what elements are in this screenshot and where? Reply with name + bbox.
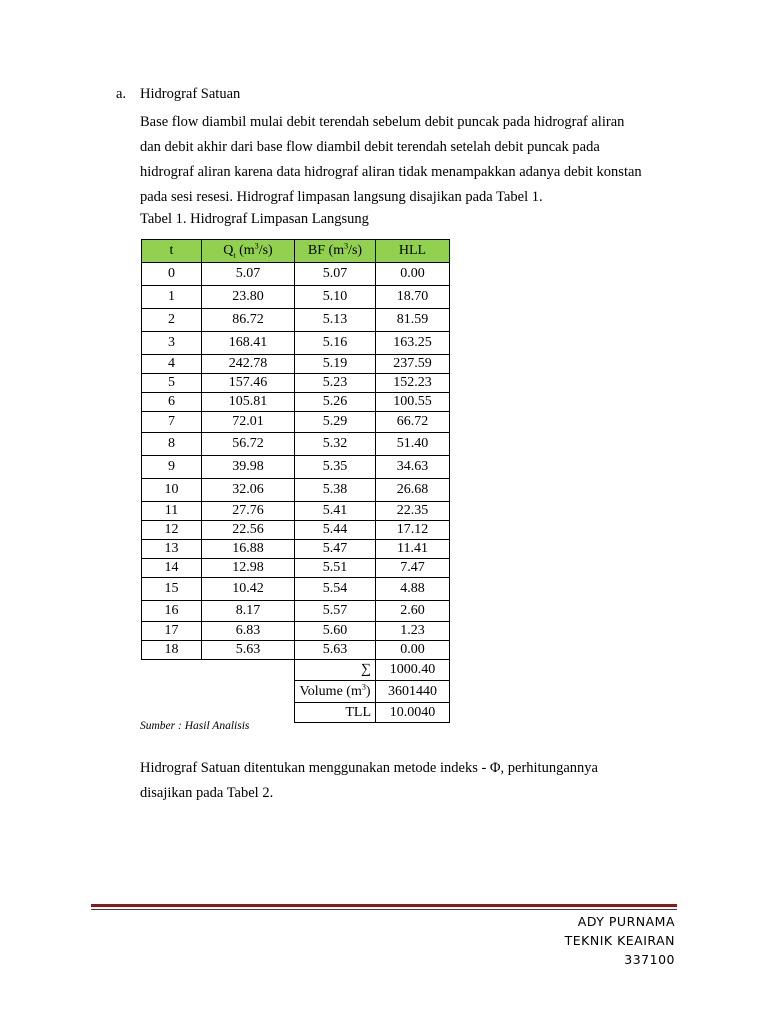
cell-t: 12 bbox=[142, 521, 202, 540]
cell-bf: 5.38 bbox=[295, 479, 376, 502]
cell-bf: 5.47 bbox=[295, 540, 376, 559]
cell-bf: 5.63 bbox=[295, 641, 376, 660]
cell-qt: 12.98 bbox=[202, 559, 295, 578]
header-qt: $Q_t$ $(m^3/s)$ bbox=[202, 240, 295, 263]
tll-label: TLL bbox=[295, 703, 376, 723]
cell-hll: 17.12 bbox=[376, 521, 450, 540]
cell-bf: 5.26 bbox=[295, 393, 376, 412]
cell-bf: 5.60 bbox=[295, 622, 376, 641]
header-bf: BF $(m^3/s)$ bbox=[295, 240, 376, 263]
table-header-row bbox=[142, 240, 450, 263]
cell-bf: 5.07 bbox=[295, 263, 376, 286]
cell-hll: 0.00 bbox=[376, 263, 450, 286]
table-row bbox=[142, 393, 450, 412]
cell-t: 4 bbox=[142, 355, 202, 374]
cell-bf: 5.19 bbox=[295, 355, 376, 374]
cell-bf: 5.23 bbox=[295, 374, 376, 393]
cell-bf: 5.32 bbox=[295, 433, 376, 456]
paragraph-unit-hydrograph bbox=[140, 756, 685, 806]
cell-hll: 0.00 bbox=[376, 641, 450, 660]
table-row bbox=[142, 309, 450, 332]
tll-value: 10.0040 bbox=[376, 703, 450, 723]
cell-qt: 16.88 bbox=[202, 540, 295, 559]
table-row bbox=[142, 641, 450, 660]
cell-t: 18 bbox=[142, 641, 202, 660]
cell-t: 15 bbox=[142, 578, 202, 601]
cell-bf: 5.51 bbox=[295, 559, 376, 578]
cell-hll: 163.25 bbox=[376, 332, 450, 355]
cell-qt: 39.98 bbox=[202, 456, 295, 479]
cell-bf: 5.29 bbox=[295, 412, 376, 433]
cell-hll: 51.40 bbox=[376, 433, 450, 456]
cell-qt: 86.72 bbox=[202, 309, 295, 332]
sum-row bbox=[142, 660, 450, 681]
sum-value: 1000.40 bbox=[376, 660, 450, 681]
table-row bbox=[142, 540, 450, 559]
cell-hll: 7.47 bbox=[376, 559, 450, 578]
footer-author: ADY PURNAMA bbox=[577, 914, 675, 929]
paragraph-base-flow bbox=[140, 110, 685, 210]
section-heading bbox=[116, 86, 240, 103]
header-hll: HLL bbox=[376, 240, 450, 263]
cell-qt: 8.17 bbox=[202, 601, 295, 622]
table-row bbox=[142, 622, 450, 641]
cell-qt: 56.72 bbox=[202, 433, 295, 456]
cell-hll: 81.59 bbox=[376, 309, 450, 332]
cell-qt: 10.42 bbox=[202, 578, 295, 601]
cell-qt: 27.76 bbox=[202, 502, 295, 521]
cell-qt: 168.41 bbox=[202, 332, 295, 355]
table-row bbox=[142, 479, 450, 502]
cell-hll: 1.23 bbox=[376, 622, 450, 641]
cell-bf: 5.13 bbox=[295, 309, 376, 332]
cell-t: 17 bbox=[142, 622, 202, 641]
cell-t: 16 bbox=[142, 601, 202, 622]
cell-t: 8 bbox=[142, 433, 202, 456]
paragraph-line: Hidrograf Satuan ditentukan menggunakan metode indeks - Φ, perhitungannya bbox=[140, 760, 598, 776]
table-row bbox=[142, 433, 450, 456]
footer-department: TEKNIK KEAIRAN bbox=[564, 933, 675, 948]
table-row bbox=[142, 286, 450, 309]
table-row bbox=[142, 456, 450, 479]
cell-hll: 26.68 bbox=[376, 479, 450, 502]
paragraph-line: Base flow diambil mulai debit terendah sebelum debit puncak pada hidrograf aliran bbox=[140, 114, 625, 130]
cell-qt: 157.46 bbox=[202, 374, 295, 393]
cell-t: 5 bbox=[142, 374, 202, 393]
cell-t: 3 bbox=[142, 332, 202, 355]
footer-block bbox=[565, 912, 675, 969]
cell-hll: 11.41 bbox=[376, 540, 450, 559]
cell-qt: 32.06 bbox=[202, 479, 295, 502]
cell-t: 9 bbox=[142, 456, 202, 479]
cell-qt: 72.01 bbox=[202, 412, 295, 433]
paragraph-line: dan debit akhir dari base flow diambil debit terendah setelah debit puncak pada bbox=[140, 139, 600, 155]
cell-bf: 5.16 bbox=[295, 332, 376, 355]
cell-bf: 5.35 bbox=[295, 456, 376, 479]
cell-qt: 5.63 bbox=[202, 641, 295, 660]
table-row bbox=[142, 332, 450, 355]
cell-bf: 5.57 bbox=[295, 601, 376, 622]
table-row bbox=[142, 521, 450, 540]
cell-t: 14 bbox=[142, 559, 202, 578]
footer-student-id: 337100 bbox=[624, 952, 675, 967]
cell-t: 0 bbox=[142, 263, 202, 286]
volume-label: Volume $(m^3)$ bbox=[295, 681, 376, 703]
table-row bbox=[142, 502, 450, 521]
cell-qt: 242.78 bbox=[202, 355, 295, 374]
source-note: Sumber : Hasil Analisis bbox=[140, 720, 250, 732]
table-row bbox=[142, 578, 450, 601]
table-row bbox=[142, 601, 450, 622]
cell-bf: 5.10 bbox=[295, 286, 376, 309]
cell-hll: 18.70 bbox=[376, 286, 450, 309]
cell-t: 13 bbox=[142, 540, 202, 559]
table-row bbox=[142, 374, 450, 393]
hydrograph-table bbox=[141, 239, 450, 723]
section-marker: a. bbox=[116, 86, 127, 102]
header-t: t bbox=[142, 240, 202, 263]
cell-t: 2 bbox=[142, 309, 202, 332]
cell-hll: 22.35 bbox=[376, 502, 450, 521]
table-row bbox=[142, 412, 450, 433]
paragraph-line: disajikan pada Tabel 2. bbox=[140, 785, 274, 801]
cell-hll: 2.60 bbox=[376, 601, 450, 622]
sum-label: ∑ bbox=[295, 660, 376, 681]
cell-hll: 100.55 bbox=[376, 393, 450, 412]
cell-bf: 5.41 bbox=[295, 502, 376, 521]
cell-qt: 105.81 bbox=[202, 393, 295, 412]
cell-t: 1 bbox=[142, 286, 202, 309]
cell-hll: 34.63 bbox=[376, 456, 450, 479]
paragraph-line: hidrograf aliran karena data hidrograf aliran tidak menampakkan adanya debit konstan bbox=[140, 164, 642, 180]
volume-row bbox=[142, 681, 450, 703]
footer-rule-thin bbox=[91, 909, 677, 910]
cell-t: 11 bbox=[142, 502, 202, 521]
volume-value: 3601440 bbox=[376, 681, 450, 703]
table-row bbox=[142, 355, 450, 374]
cell-hll: 152.23 bbox=[376, 374, 450, 393]
paragraph-line: pada sesi resesi. Hidrograf limpasan langsung disajikan pada Tabel 1. bbox=[140, 189, 543, 205]
table-row bbox=[142, 263, 450, 286]
cell-hll: 4.88 bbox=[376, 578, 450, 601]
cell-qt: 22.56 bbox=[202, 521, 295, 540]
cell-qt: 5.07 bbox=[202, 263, 295, 286]
cell-qt: 23.80 bbox=[202, 286, 295, 309]
cell-t: 10 bbox=[142, 479, 202, 502]
cell-bf: 5.54 bbox=[295, 578, 376, 601]
table-row bbox=[142, 559, 450, 578]
cell-t: 6 bbox=[142, 393, 202, 412]
cell-qt: 6.83 bbox=[202, 622, 295, 641]
table-caption: Tabel 1. Hidrograf Limpasan Langsung bbox=[140, 211, 369, 227]
cell-hll: 66.72 bbox=[376, 412, 450, 433]
section-title: Hidrograf Satuan bbox=[140, 86, 241, 102]
footer-rule bbox=[91, 904, 677, 907]
cell-bf: 5.44 bbox=[295, 521, 376, 540]
cell-hll: 237.59 bbox=[376, 355, 450, 374]
cell-t: 7 bbox=[142, 412, 202, 433]
